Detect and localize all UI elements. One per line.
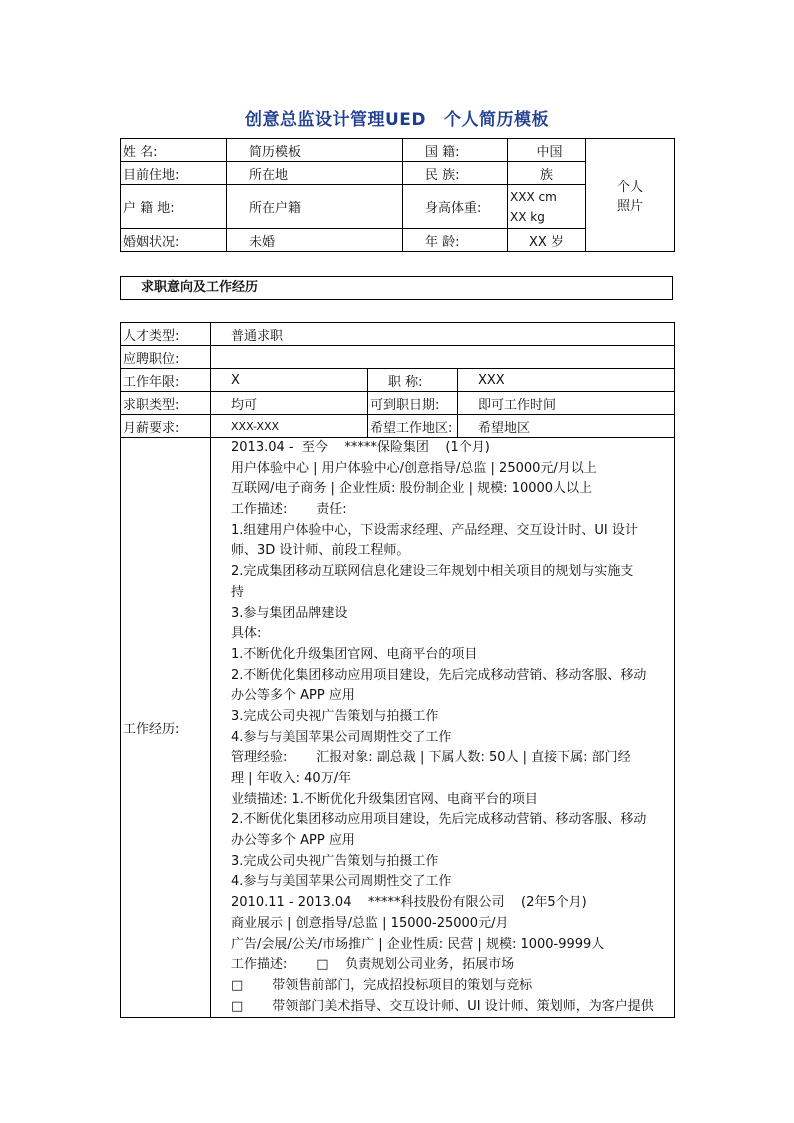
weight-value: XX kg <box>510 209 545 224</box>
marital-value: 未婚 <box>227 229 403 252</box>
experience-line: 持 <box>231 584 245 600</box>
height-value: XXX cm <box>510 189 557 204</box>
section-header: 求职意向及工作经历 <box>120 276 673 300</box>
experience-line: □ 带领售前部门，完成招投标项目的策划与竞标 <box>231 977 533 993</box>
experience-line: 4.参与与美国苹果公司周期性交了工作 <box>231 874 452 890</box>
experience-line: 业绩描述: 1.不断优化升级集团官网、电商平台的项目 <box>231 791 538 807</box>
experience-label: 工作经历: <box>121 438 211 1018</box>
experience-line: 2.不断优化集团移动应用项目建设，先后完成移动营销、移动客服、移动 <box>231 667 647 683</box>
experience-line: 3.完成公司央视广告策划与拍摄工作 <box>231 853 439 869</box>
type-value: 均可 <box>211 392 368 415</box>
hukou-value: 所在户籍 <box>227 185 403 229</box>
age-value: XX 岁 <box>508 229 586 252</box>
experience-line: 2010.11 - 2013.04 *****科技股份有限公司 (2年5个月) <box>231 895 587 911</box>
job-title-label: 职 称: <box>368 369 458 392</box>
job-row-experience <box>121 438 675 1018</box>
available-label: 可到职日期: <box>368 392 458 415</box>
experience-line: 3.完成公司央视广告策划与拍摄工作 <box>231 708 439 724</box>
experience-line: 工作描述: □ 负责规划公司业务，拓展市场 <box>231 957 515 973</box>
height-weight-label: 身高体重: <box>403 185 508 229</box>
job-table <box>120 322 675 1018</box>
area-value: 希望地区 <box>458 415 675 438</box>
experience-line: 商业展示 | 创意指导/总监 | 15000-25000元/月 <box>231 915 509 931</box>
area-label: 希望工作地区: <box>368 415 458 438</box>
experience-line: 2.完成集团移动互联网信息化建设三年规划中相关项目的规划与实施支 <box>231 564 634 580</box>
age-label: 年 龄: <box>403 229 508 252</box>
salary-value: XXX-XXX <box>211 415 368 438</box>
experience-line: 2.不断优化集团移动应用项目建设，先后完成移动营销、移动客服、移动 <box>231 812 647 828</box>
experience-line: □ 带领部门美术指导、交互设计师、UI 设计师、策划师，为客户提供 <box>231 998 654 1014</box>
experience-line: 理 | 年收入: 40万/年 <box>231 771 352 786</box>
salary-label: 月薪要求: <box>121 415 211 438</box>
experience-line: 4.参与与美国苹果公司周期性交了工作 <box>231 729 452 745</box>
experience-line: 1.组建用户体验中心，下设需求经理、产品经理、交互设计时、UI 设计 <box>231 522 638 538</box>
years-label: 工作年限: <box>121 369 211 392</box>
experience-line: 办公等多个 APP 应用 <box>231 688 355 704</box>
name-label: 姓 名: <box>121 139 227 162</box>
name-value: 简历模板 <box>227 139 403 162</box>
job-row-type <box>121 392 675 415</box>
photo-box <box>586 139 675 252</box>
experience-line: 1.不断优化升级集团官网、电商平台的项目 <box>231 646 478 662</box>
page-title <box>0 105 794 130</box>
job-title-value: XXX <box>458 369 675 392</box>
experience-line: 3.参与集团品牌建设 <box>231 605 348 621</box>
experience-lines <box>231 438 674 1017</box>
title-sub: 个人简历模板 <box>444 110 550 130</box>
ethnicity-value: 族 <box>508 162 586 185</box>
experience-content <box>211 438 675 1018</box>
basic-info-table <box>120 138 675 252</box>
experience-line: 师、3D 设计师、前段工程师。 <box>231 543 410 559</box>
type-label: 求职类型: <box>121 392 211 415</box>
talent-type-value: 普通求职 <box>211 323 675 346</box>
job-row-salary <box>121 415 675 438</box>
ethnicity-label: 民 族: <box>403 162 508 185</box>
height-weight-value <box>508 185 586 229</box>
experience-line: 管理经验: 汇报对象: 副总裁 | 下属人数: 50人 | 直接下属: 部门经 <box>231 750 631 766</box>
job-row-talent <box>121 323 675 346</box>
experience-line: 2013.04 - 至今 *****保险集团 (1个月) <box>231 440 490 455</box>
experience-line: 工作描述: 责任: <box>231 502 347 518</box>
marital-label: 婚姻状况: <box>121 229 227 252</box>
position-label: 应聘职位: <box>121 346 211 369</box>
residence-label: 目前住地: <box>121 162 227 185</box>
residence-value: 所在地 <box>227 162 403 185</box>
years-value: X <box>211 369 368 392</box>
job-row-years <box>121 369 675 392</box>
basic-row-name <box>121 139 675 162</box>
photo-label-1: 个人 <box>616 180 643 195</box>
hukou-label: 户 籍 地: <box>121 185 227 229</box>
talent-type-label: 人才类型: <box>121 323 211 346</box>
experience-line: 办公等多个 APP 应用 <box>231 833 355 849</box>
position-value <box>211 346 675 369</box>
available-value: 即可工作时间 <box>458 392 675 415</box>
experience-line: 用户体验中心 | 用户体验中心/创意指导/总监 | 25000元/月以上 <box>231 460 597 476</box>
photo-label-2: 照片 <box>616 199 643 214</box>
experience-line: 广告/会展/公关/市场推广 | 企业性质: 民营 | 规模: 1000-9999人 <box>231 936 605 952</box>
experience-line: 互联网/电子商务 | 企业性质: 股份制企业 | 规模: 10000人以上 <box>231 481 593 497</box>
title-main: 创意总监设计管理UED <box>244 110 427 130</box>
nationality-label: 国 籍: <box>403 139 508 162</box>
experience-line: 具体: <box>231 626 262 642</box>
nationality-value: 中国 <box>508 139 586 162</box>
job-row-position <box>121 346 675 369</box>
